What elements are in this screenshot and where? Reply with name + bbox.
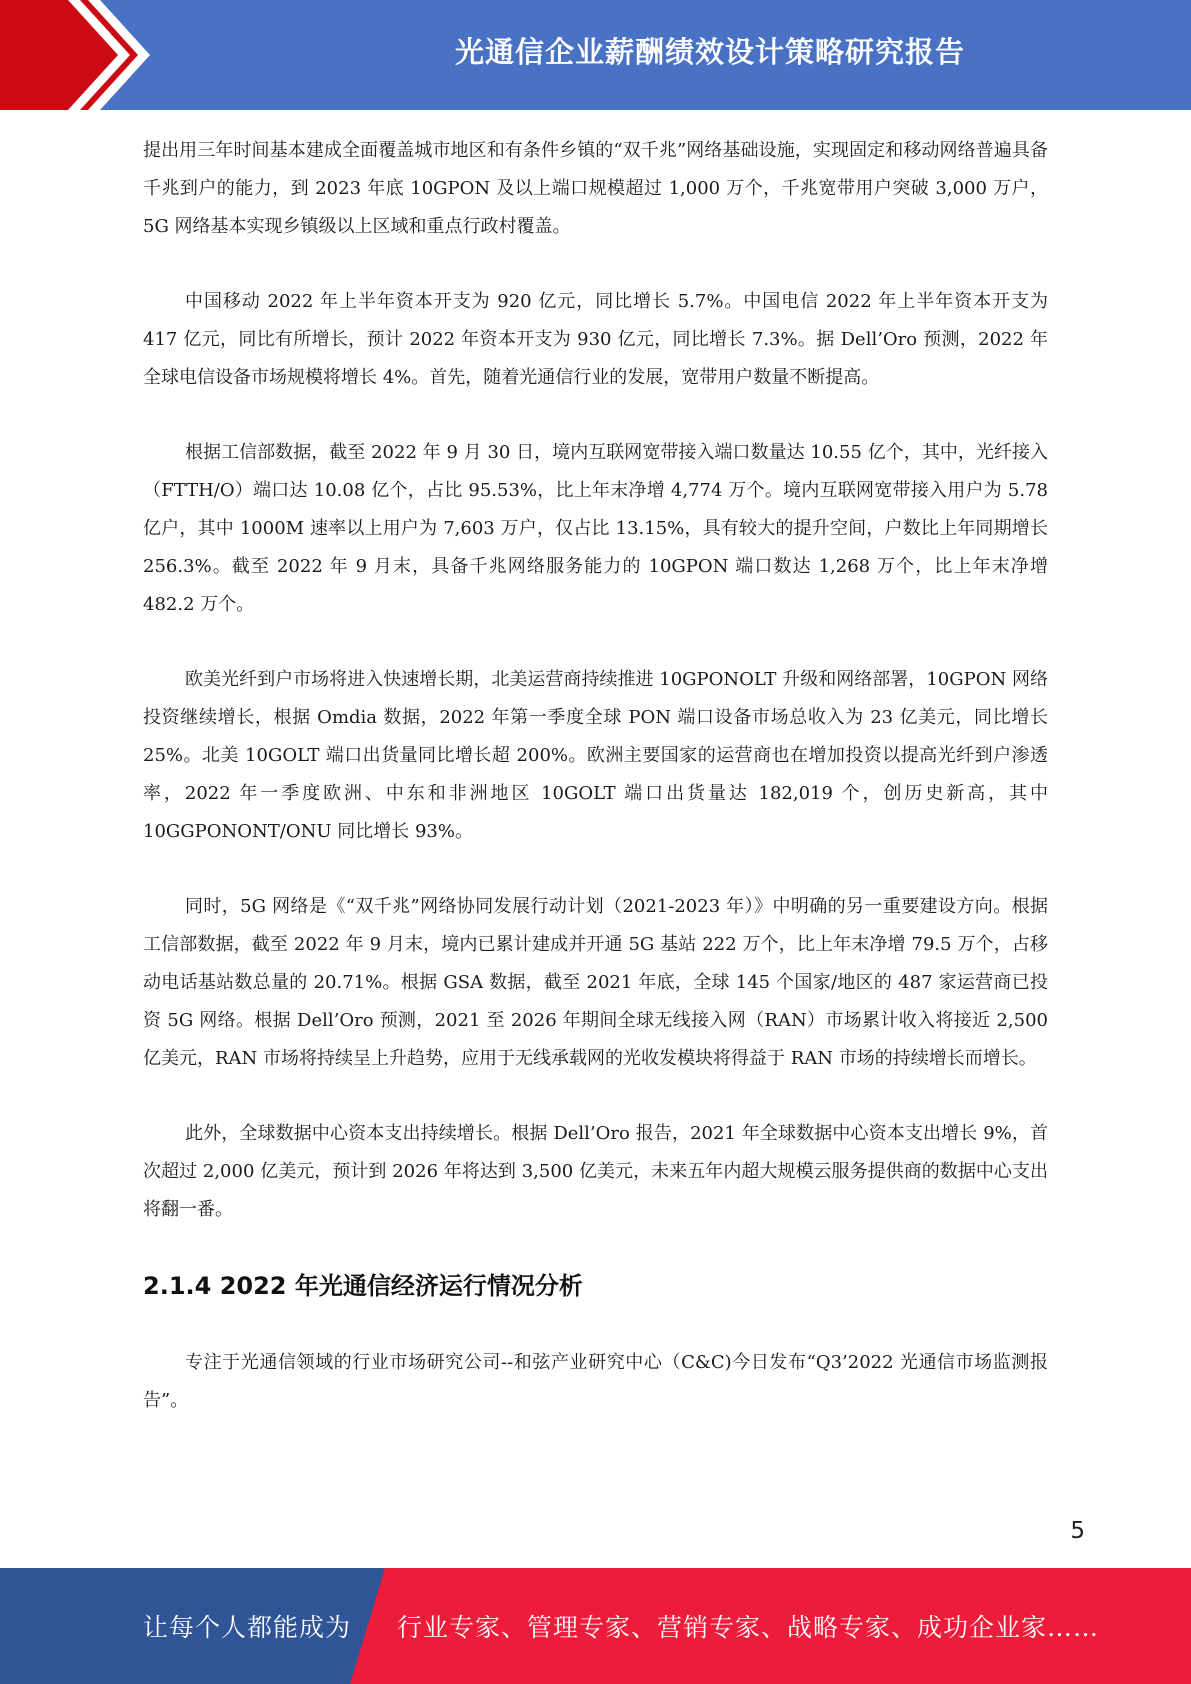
report-title: 光通信企业薪酬绩效设计策略研究报告 <box>454 34 965 69</box>
footer-slogan-right: 行业专家、管理专家、营销专家、战略专家、成功企业家…… <box>397 1613 1100 1642</box>
page-footer <box>0 1568 1191 1684</box>
paragraph: 欧美光纤到户市场将进入快速增长期，北美运营商持续推进 10GPONOLT 升级和网络部署，10GPON 网络投资继续增长，根据 Omdia 数据，2022 年第一季度全球 PON 端口设备市场总收入为 23 亿美元，同比增长 25%。北美 10GOLT 端口出货量同比增长超 200%。欧洲主要国家的运营商也在增加投资以提高光纤到户渗透率，2022 年一季度欧洲、中东和非洲地区 10GOLT 端口出货量达 182,019 个，创历史新高，其中 10GGPONONT/ONU 同比增长 93%。 <box>143 669 1048 842</box>
paragraph: 中国移动 2022 年上半年资本开支为 920 亿元，同比增长 5.7%。中国电信 2022 年上半年资本开支为 417 亿元，同比有所增长，预计 2022 年资本开支为 930 亿元，同比增长 7.3%。据 Dell’Oro 预测，2022 年全球电信设备市场规模将增长 4%。首先，随着光通信行业的发展，宽带用户数量不断提高。 <box>143 291 1048 388</box>
paragraph: 同时，5G 网络是《“双千兆”网络协同发展行动计划（2021-2023 年）》中明确的另一重要建设方向。根据工信部数据，截至 2022 年 9 月末，境内已累计建成并开通 5G 基站 222 万个，比上年末净增 79.5 万个，占移动电话基站数总量的 20.71%。根据 GSA 数据，截至 2021 年底，全球 145 个国家/地区的 487 家运营商已投资 5G 网络。根据 Dell’Oro 预测，2021 至 2026 年期间全球无线接入网（RAN）市场累计收入将接近 2,500 亿美元，RAN 市场将持续呈上升趋势，应用于无线承载网的光收发模块将得益于 RAN 市场的持续增长而增长。 <box>143 896 1048 1069</box>
section-heading: 2.1.4 2022 年光通信经济运行情况分析 <box>143 1272 583 1300</box>
page-number: 5 <box>1070 1518 1085 1544</box>
paragraph: 此外，全球数据中心资本支出持续增长。根据 Dell’Oro 报告，2021 年全球数据中心资本支出增长 9%，首次超过 2,000 亿美元，预计到 2026 年将达到 3,500 亿美元，未来五年内超大规模云服务提供商的数据中心支出将翻一番。 <box>143 1123 1048 1220</box>
paragraph: 专注于光通信领域的行业市场研究公司--和弦产业研究中心（C&C)今日发布“Q3’2022 光通信市场监测报告”。 <box>143 1352 1048 1411</box>
paragraph: 提出用三年时间基本建成全面覆盖城市地区和有条件乡镇的“双千兆”网络基础设施，实现固定和移动网络普遍具备千兆到户的能力，到 2023 年底 10GPON 及以上端口规模超过 1,000 万个，千兆宽带用户突破 3,000 万户，5G 网络基本实现乡镇级以上区域和重点行政村覆盖。 <box>143 140 1048 237</box>
page-header <box>0 0 1191 110</box>
paragraph: 根据工信部数据，截至 2022 年 9 月 30 日，境内互联网宽带接入端口数量达 10.55 亿个，其中，光纤接入（FTTH/O）端口达 10.08 亿个，占比 95.53%，比上年末净增 4,774 万个。境内互联网宽带接入用户为 5.78 亿户，其中 1000M 速率以上用户为 7,603 万户，仅占比 13.15%，具有较大的提升空间，户数比上年同期增长 256.3%。截至 2022 年 9 月末，具备千兆网络服务能力的 10GPON 端口数达 1,268 万个，比上年末净增 482.2 万个。 <box>143 442 1048 615</box>
footer-slogan-left: 让每个人都能成为 <box>143 1613 352 1642</box>
page-content <box>143 132 1048 1457</box>
